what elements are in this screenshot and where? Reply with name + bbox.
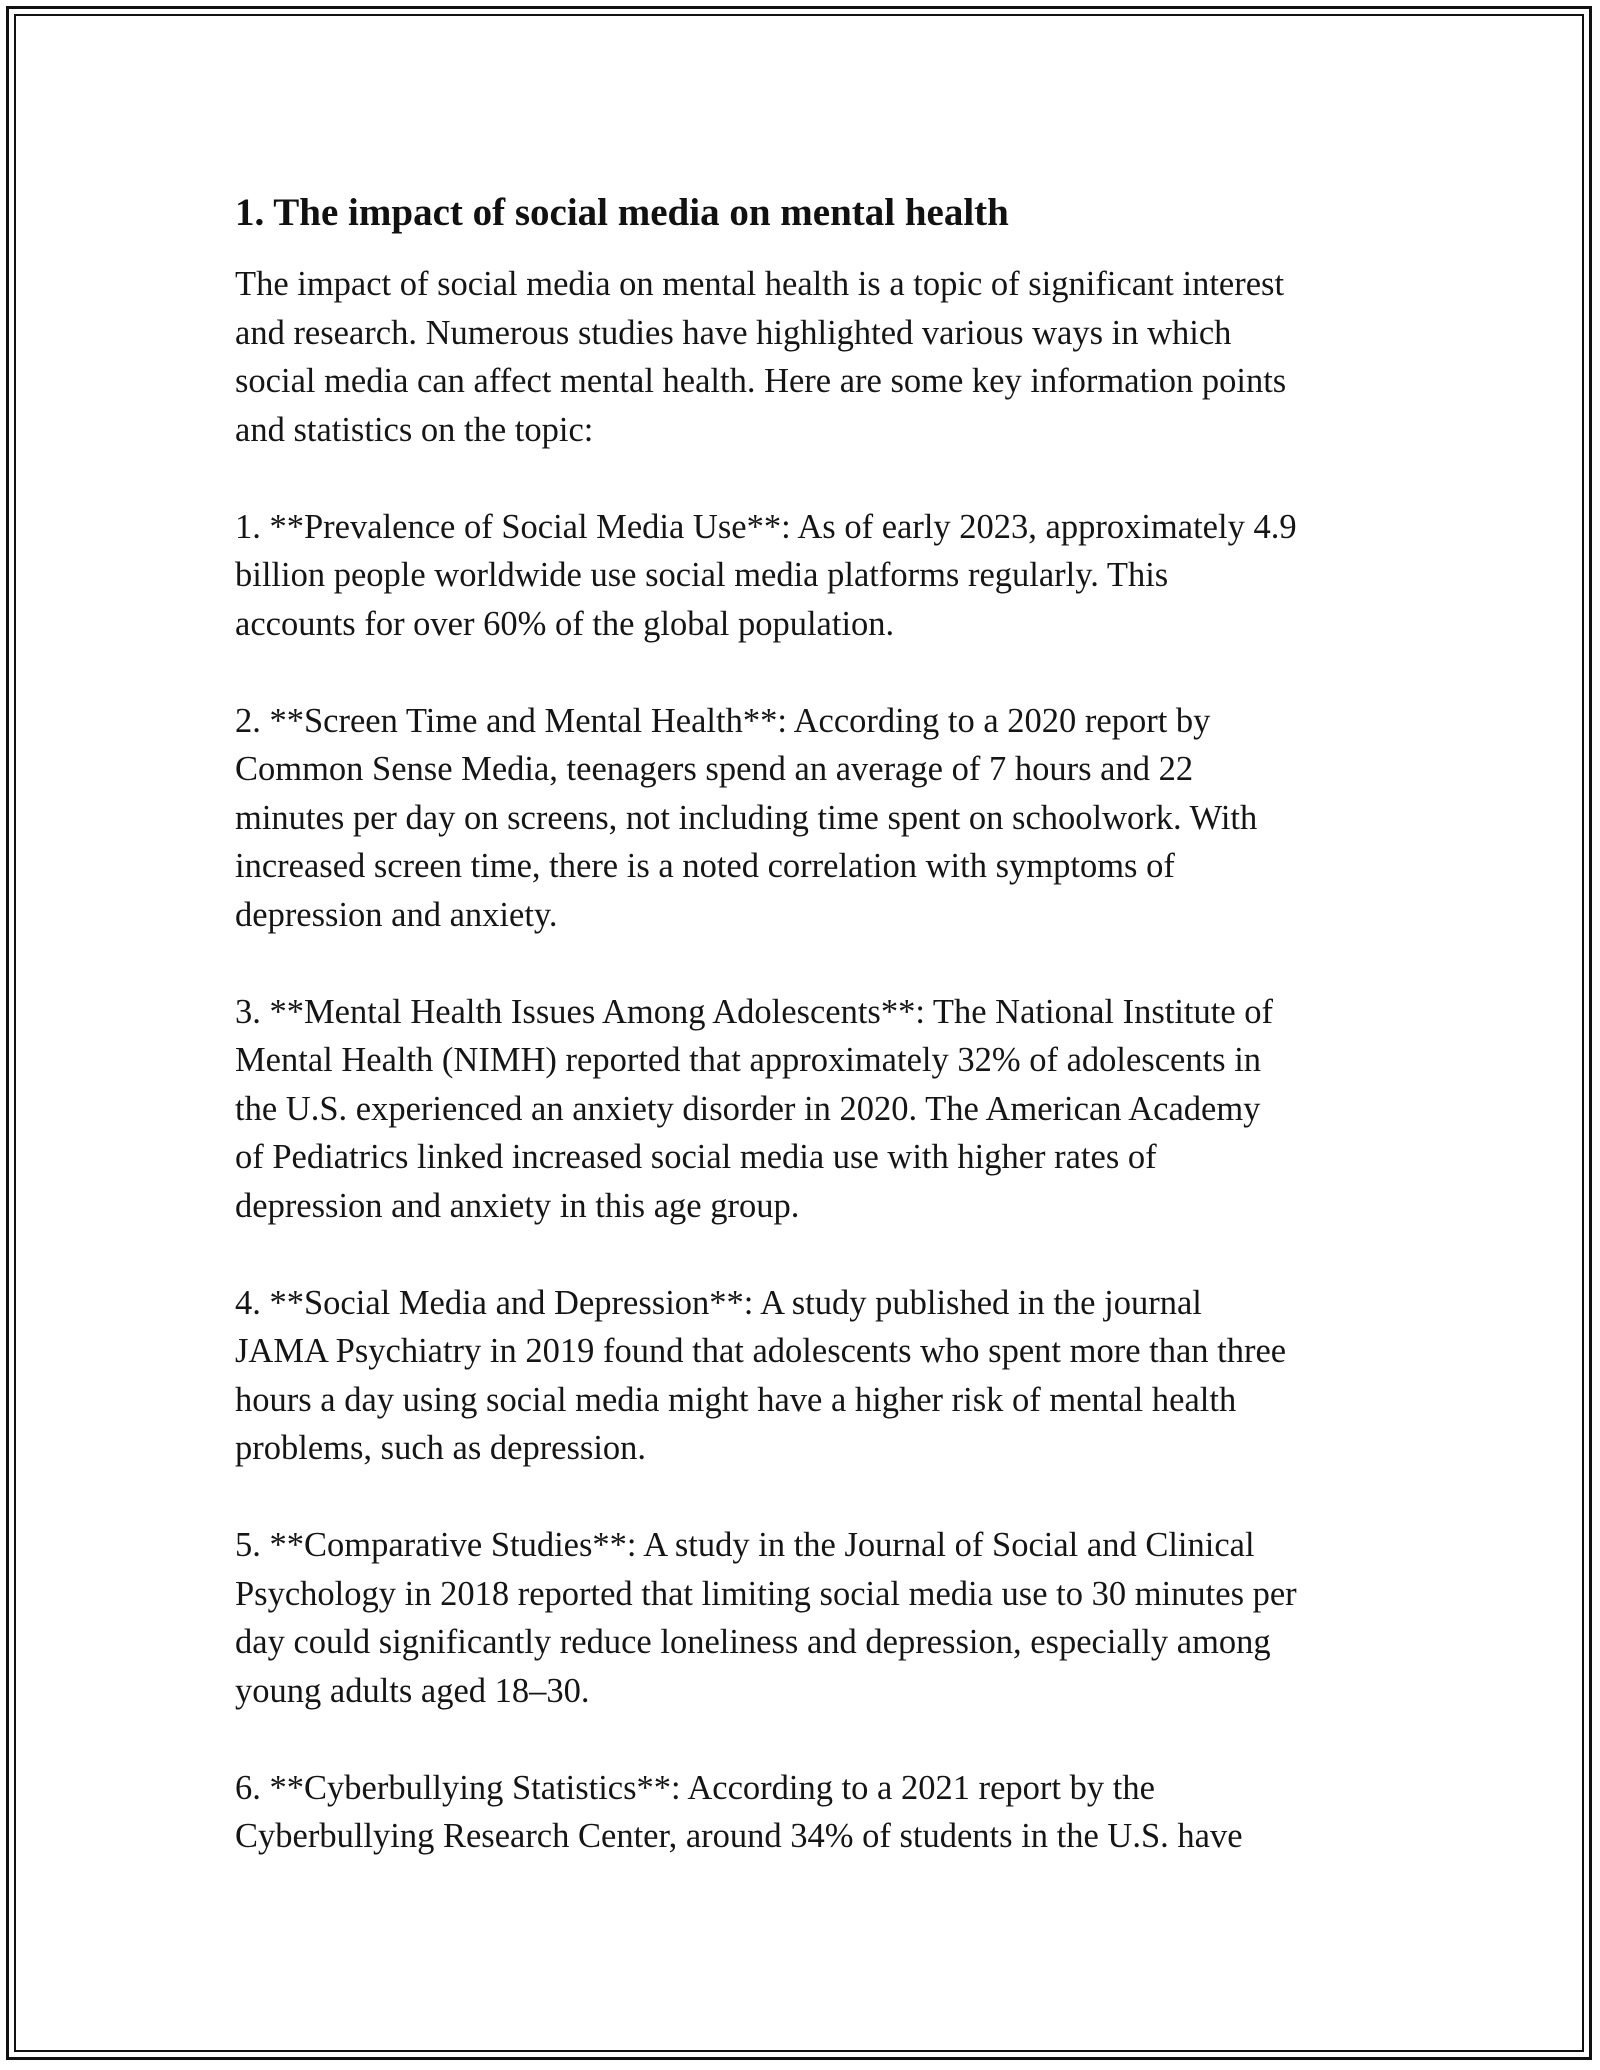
- text-line: 2. **Screen Time and Mental Health**: According to a 2020 report by: [235, 701, 1211, 740]
- text-line: the U.S. experienced an anxiety disorder in 2020. The American Academy: [235, 1089, 1261, 1128]
- text-line: billion people worldwide use social media platforms regularly. This: [235, 556, 1169, 594]
- text-line: young adults aged 18–30.: [235, 1671, 590, 1710]
- point-6-paragraph: [235, 1764, 1385, 1861]
- text-line: of Pediatrics linked increased social media use with higher rates of: [235, 1138, 1157, 1176]
- text-line: Psychology in 2018 reported that limiting social media use to 30 minutes per: [235, 1574, 1297, 1613]
- text-line: hours a day using social media might have a higher risk of mental health: [235, 1380, 1237, 1419]
- text-line: accounts for over 60% of the global population.: [235, 604, 895, 643]
- text-line: depression and anxiety.: [235, 895, 558, 934]
- document-body: [235, 188, 1385, 1909]
- point-1-paragraph: [235, 503, 1385, 649]
- section-title: 1. The impact of social media on mental health: [235, 191, 1009, 234]
- text-line: depression and anxiety in this age group.: [235, 1186, 800, 1225]
- text-line: 3. **Mental Health Issues Among Adolescents**: The National Institute of: [235, 992, 1274, 1031]
- text-line: day could significantly reduce loneliness and depression, especially among: [235, 1623, 1271, 1661]
- text-line: 4. **Social Media and Depression**: A study published in the journal: [235, 1283, 1202, 1322]
- point-5-paragraph: [235, 1521, 1385, 1715]
- text-line: social media can affect mental health. Here are some key information points: [235, 362, 1287, 400]
- text-line: Common Sense Media, teenagers spend an average of 7 hours and 22: [235, 750, 1194, 788]
- text-line: 6. **Cyberbullying Statistics**: According to a 2021 report by the: [235, 1768, 1155, 1807]
- text-line: The impact of social media on mental health is a topic of significant interest: [235, 265, 1285, 303]
- text-line: and research. Numerous studies have highlighted various ways in which: [235, 313, 1232, 352]
- text-line: and statistics on the topic:: [235, 410, 594, 449]
- point-3-paragraph: [235, 988, 1385, 1231]
- text-line: minutes per day on screens, not including time spent on schoolwork. With: [235, 798, 1258, 837]
- text-line: Mental Health (NIMH) reported that approximately 32% of adolescents in: [235, 1041, 1262, 1079]
- text-line: JAMA Psychiatry in 2019 found that adolescents who spent more than three: [235, 1332, 1287, 1370]
- text-line: 5. **Comparative Studies**: A study in the Journal of Social and Clinical: [235, 1526, 1255, 1564]
- point-2-paragraph: [235, 697, 1385, 940]
- text-line: increased screen time, there is a noted correlation with symptoms of: [235, 847, 1175, 885]
- intro-paragraph: [235, 260, 1385, 454]
- text-line: Cyberbullying Research Center, around 34% of students in the U.S. have: [235, 1817, 1243, 1855]
- point-4-paragraph: [235, 1279, 1385, 1473]
- text-line: 1. **Prevalence of Social Media Use**: As of early 2023, approximately 4.9: [235, 507, 1297, 546]
- text-line: problems, such as depression.: [235, 1429, 647, 1467]
